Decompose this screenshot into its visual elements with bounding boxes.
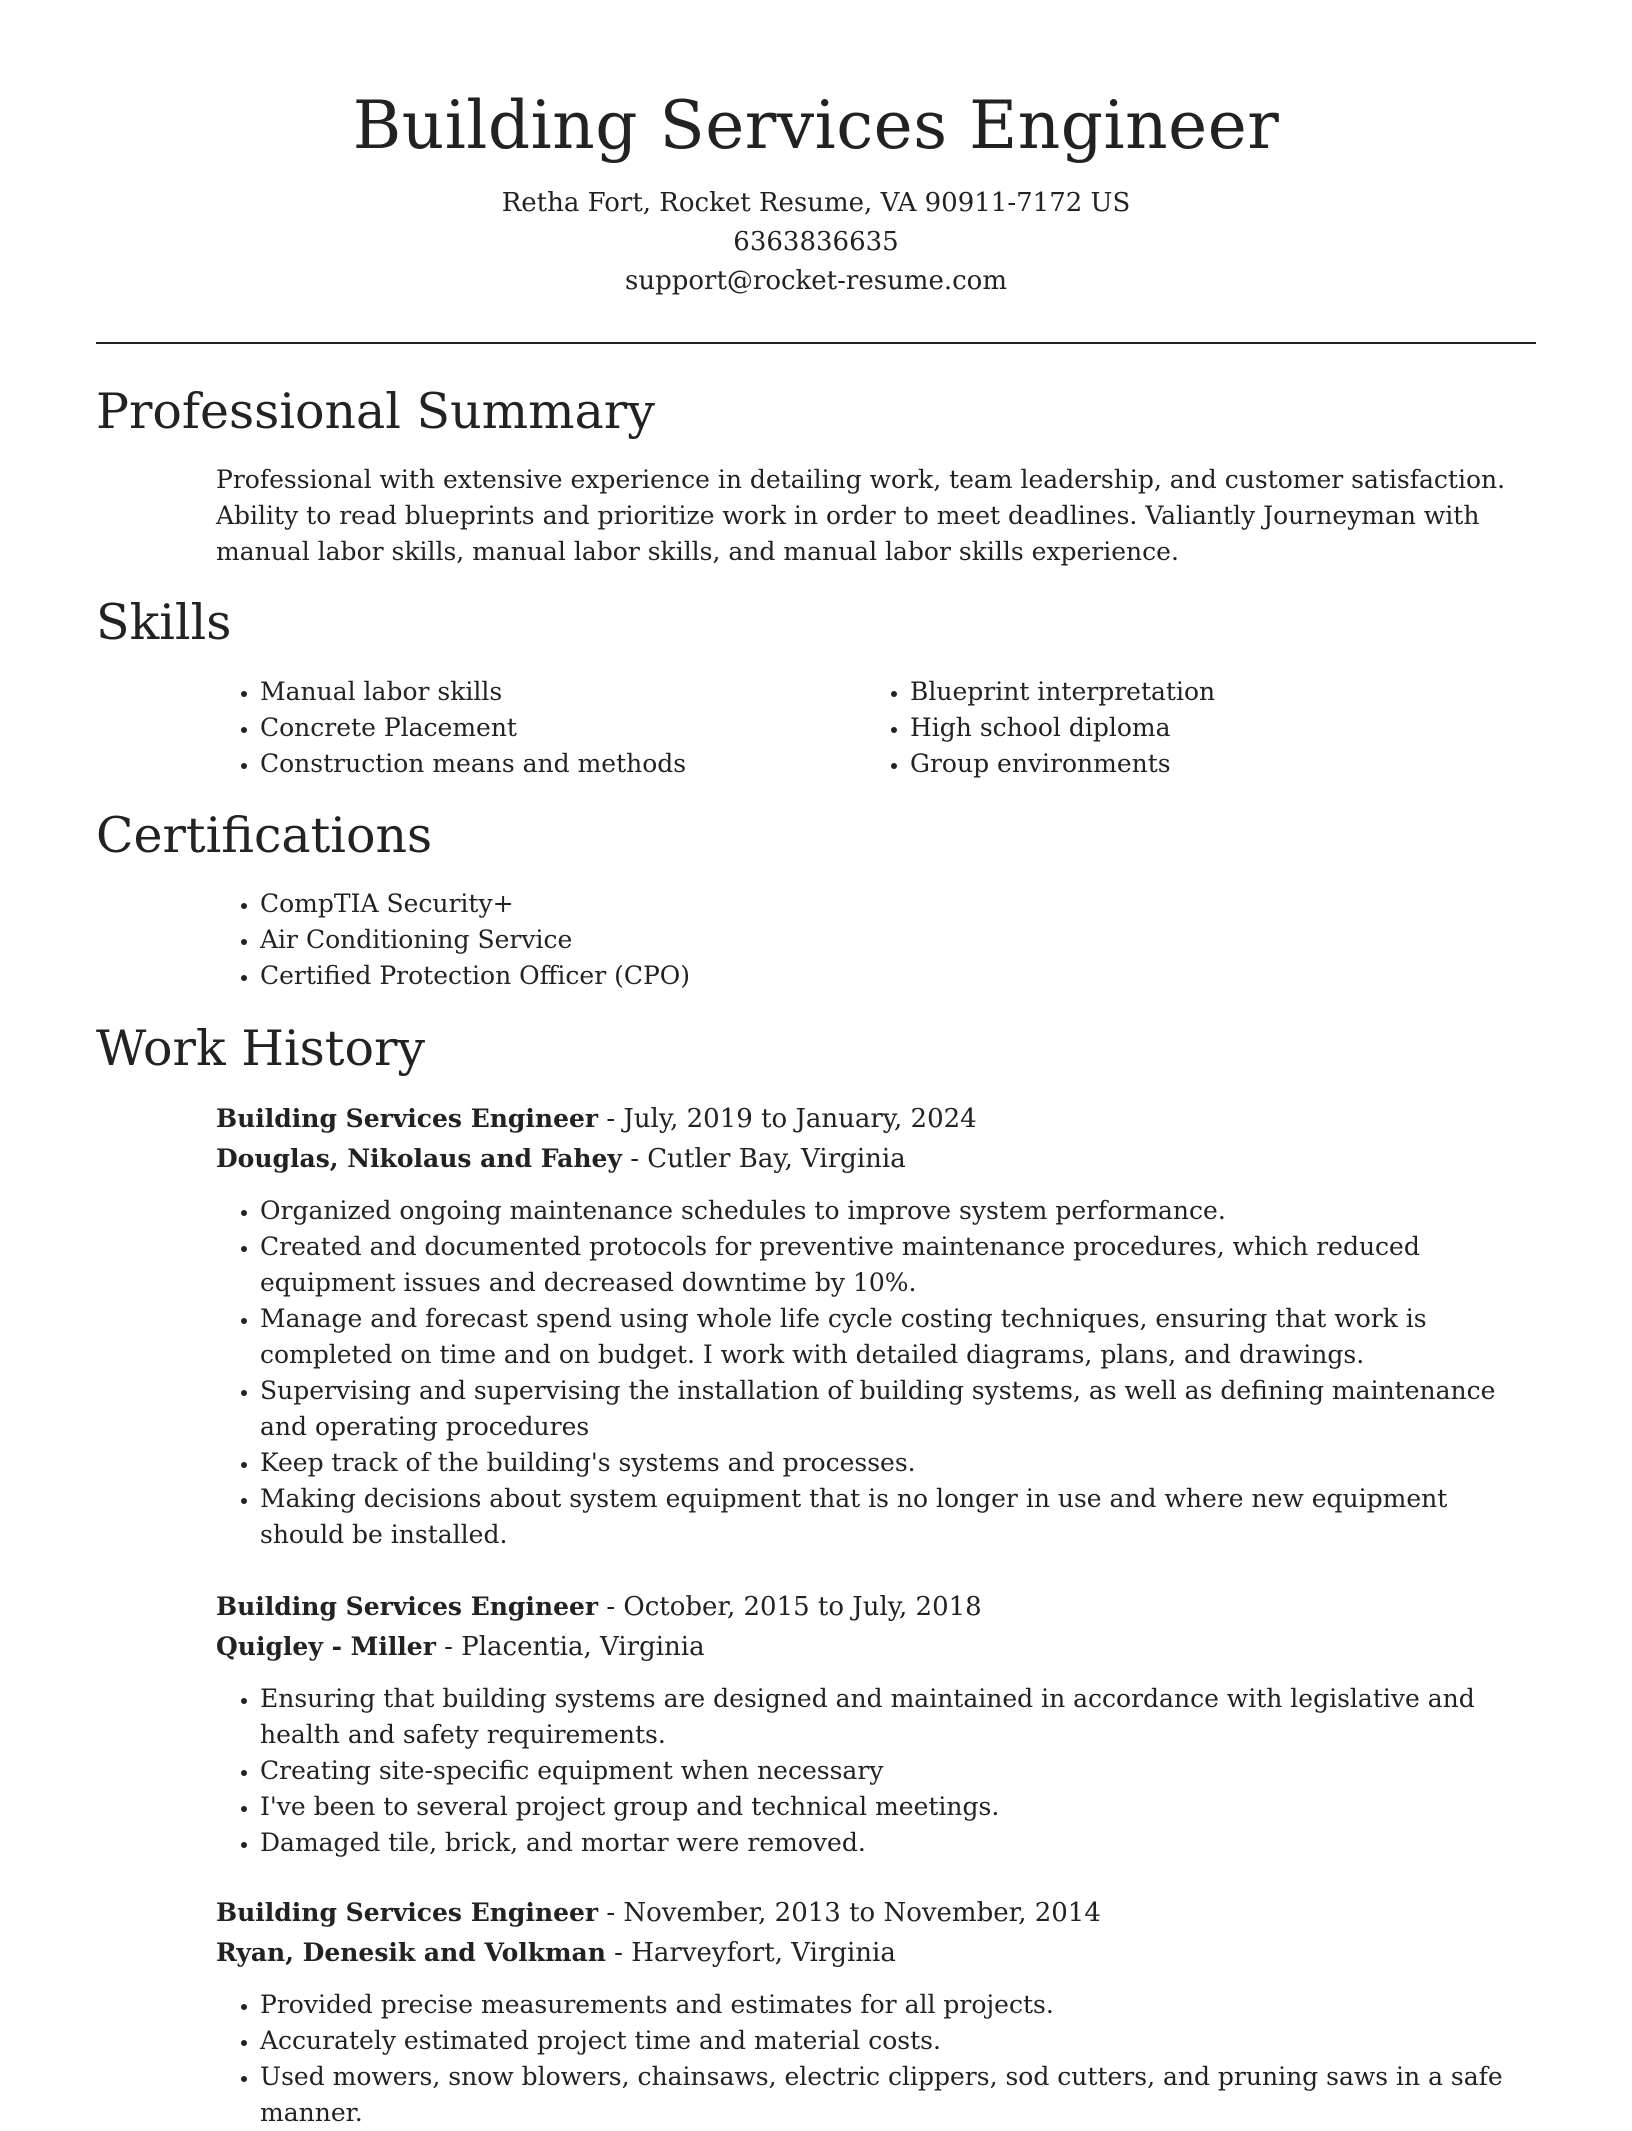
job-bullet: • Making decisions about system equipment that is no longer in use and where new equipment should be installed. (260, 1481, 1536, 1553)
job-company: Quigley - Miller (216, 1632, 436, 1661)
skill-item: • Construction means and methods (260, 746, 900, 782)
contact-phone: 6363836635 (733, 227, 899, 257)
summary-text: Professional with extensive experience in detailing work, team leadership, and customer satisfaction. Ability to read blueprints and prioritize work in order to meet deadlines. Valiantly Journeyman with manual labor skills, manual labor skills, and manual labor skills experience. (216, 465, 1506, 566)
certifications-list (216, 886, 1560, 994)
job-company-line (216, 1627, 1536, 1667)
skill-item: • Concrete Placement (260, 710, 900, 746)
job-company: Douglas, Nikolaus and Fahey (216, 1144, 622, 1173)
job-bullet: • Damaged tile, brick, and mortar were removed. (260, 1825, 1536, 1861)
certification-item: • CompTIA Security+ (260, 886, 1560, 922)
job-title-line (216, 1587, 1536, 1627)
job-location: - Harveyfort, Virginia (605, 1938, 896, 1968)
resume-header (0, 78, 1632, 301)
skill-item: • Group environments (910, 746, 1570, 782)
job-bullet: • Supervising and supervising the installation of building systems, as well as defining maintenance and operating procedures (260, 1373, 1536, 1445)
job-entry (216, 1587, 1536, 1861)
job-company-line (216, 1139, 1536, 1179)
job-dates: - July, 2019 to January, 2024 (598, 1104, 977, 1134)
job-bullet: • Organized ongoing maintenance schedules to improve system performance. (260, 1193, 1536, 1229)
skill-item: • High school diploma (910, 710, 1570, 746)
certifications-heading: Certifications (96, 807, 433, 864)
job-bullet: • Provided precise measurements and estimates for all projects. (260, 1987, 1536, 2023)
job-bullet: • Accurately estimated project time and material costs. (260, 2023, 1536, 2059)
skill-item: • Blueprint interpretation (910, 674, 1570, 710)
job-bullet: • Ensuring that building systems are designed and maintained in accordance with legislative and health and safety requirements. (260, 1681, 1536, 1753)
job-bullets (216, 1987, 1536, 2131)
job-title-line (216, 1893, 1536, 1933)
job-dates: - November, 2013 to November, 2014 (598, 1898, 1101, 1928)
job-entry (216, 1099, 1536, 1553)
certification-item: • Air Conditioning Service (260, 922, 1560, 958)
job-bullets (216, 1193, 1536, 1553)
job-bullet: • I've been to several project group and technical meetings. (260, 1789, 1536, 1825)
skills-list-left (216, 674, 900, 782)
page-title: Building Services Engineer (352, 87, 1280, 164)
job-bullet: • Manage and forecast spend using whole life cycle costing techniques, ensuring that work is completed on time and on budget. I work with detailed diagrams, plans, and drawings. (260, 1301, 1536, 1373)
job-entry (216, 1893, 1536, 2131)
certification-item: • Certified Protection Officer (CPO) (260, 958, 1560, 994)
job-title: Building Services Engineer (216, 1898, 599, 1927)
work-history-heading: Work History (96, 1020, 426, 1077)
contact-address: Retha Fort, Rocket Resume, VA 90911-7172 US (501, 188, 1131, 218)
summary-heading: Professional Summary (96, 383, 655, 440)
job-title-line (216, 1099, 1536, 1139)
job-title: Building Services Engineer (216, 1592, 599, 1621)
job-bullet: • Creating site-specific equipment when necessary (260, 1753, 1536, 1789)
job-bullets (216, 1681, 1536, 1861)
skills-heading: Skills (96, 594, 232, 651)
job-location: - Placentia, Virginia (435, 1632, 705, 1662)
job-company-line (216, 1933, 1536, 1973)
header-divider (96, 342, 1536, 344)
skills-list-right (866, 674, 1570, 782)
job-bullet: • Used mowers, snow blowers, chainsaws, electric clippers, sod cutters, and pruning saws in a safe manner. (260, 2059, 1536, 2131)
skill-item: • Manual labor skills (260, 674, 900, 710)
contact-info (0, 184, 1632, 301)
job-company: Ryan, Denesik and Volkman (216, 1938, 606, 1967)
job-dates: - October, 2015 to July, 2018 (598, 1592, 982, 1622)
job-location: - Cutler Bay, Virginia (621, 1144, 906, 1174)
job-bullet: • Created and documented protocols for preventive maintenance procedures, which reduced equipment issues and decreased downtime by 10%. (260, 1229, 1536, 1301)
contact-email: support@rocket-resume.com (624, 266, 1007, 296)
job-bullet: • Keep track of the building's systems and processes. (260, 1445, 1536, 1481)
job-title: Building Services Engineer (216, 1104, 599, 1133)
